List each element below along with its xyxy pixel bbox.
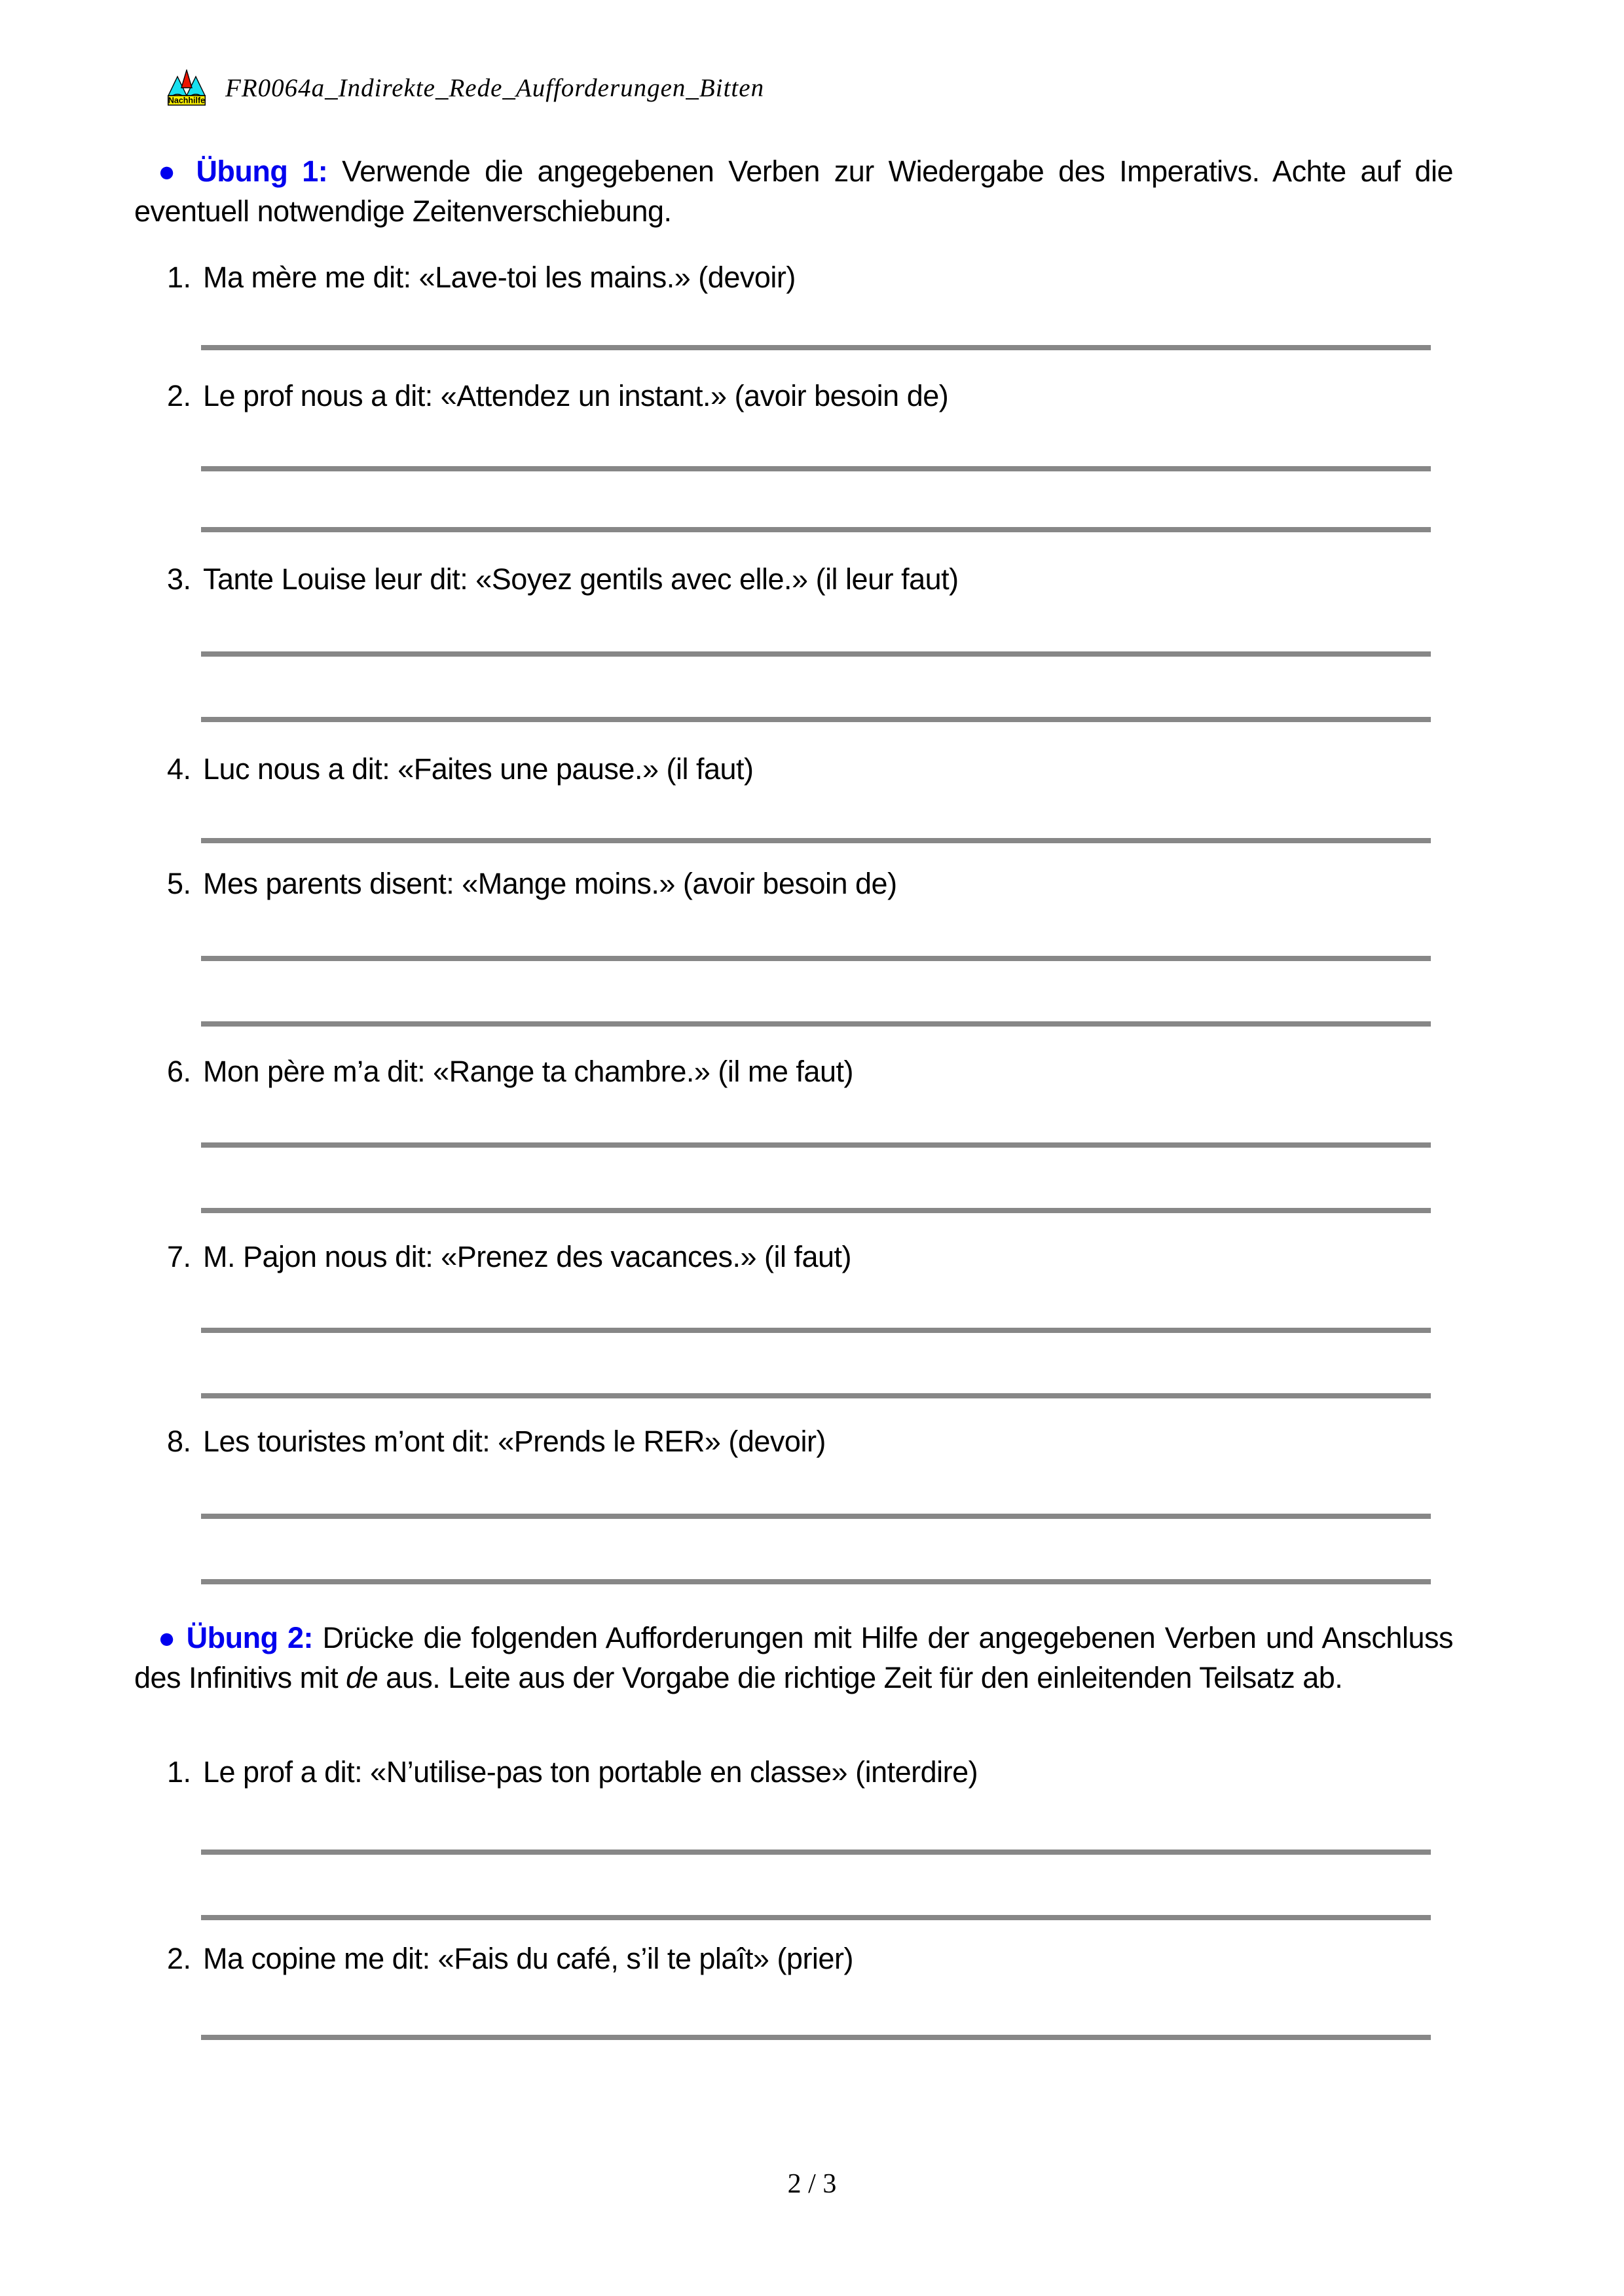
exercise2-item-2: [167, 1939, 1460, 1978]
item-text: Ma copine me dit: «Fais du café, s’il te plaît» (prier): [203, 1942, 853, 1975]
logo-text: Nachhilfe: [168, 96, 206, 105]
answer-line: [201, 651, 1431, 657]
item-text: Tante Louise leur dit: «Soyez gentils avec elle.» (il leur faut): [203, 562, 959, 596]
answer-line: [201, 1579, 1431, 1584]
exercise1-item-4: [167, 750, 1460, 789]
answer-line: [201, 838, 1431, 843]
exercise1-item-5: [167, 864, 1460, 903]
answer-line: [201, 1328, 1431, 1333]
nachhilfe-logo-icon: [168, 69, 206, 106]
exercise2-item-1: [167, 1753, 1460, 1792]
answer-line: [201, 1208, 1431, 1213]
answer-line: [201, 527, 1431, 532]
answer-line: [201, 466, 1431, 471]
document-title: FR0064a_Indirekte_Rede_Aufforderungen_Bitten: [225, 73, 765, 102]
item-number: 1.: [167, 1755, 191, 1789]
item-number: 1.: [167, 261, 191, 294]
exercise2-instruction-text-part2: aus. Leite aus der Vorgabe die richtige Zeit für den einleitenden Teilsatz ab.: [378, 1661, 1343, 1694]
exercise2-instructions: [134, 1618, 1453, 1698]
exercise2-instruction-italic-de: de: [346, 1661, 378, 1694]
item-number: 7.: [167, 1240, 191, 1273]
answer-line: [201, 1393, 1431, 1398]
exercise1-item-6: [167, 1052, 1460, 1091]
exercise1-item-8: [167, 1422, 1460, 1461]
item-number: 4.: [167, 752, 191, 786]
exercise1-instructions: [134, 151, 1453, 231]
answer-line: [201, 717, 1431, 722]
exercise2-bullet: ●: [158, 1621, 177, 1654]
item-number: 5.: [167, 867, 191, 900]
exercise1-label: Übung 1:: [196, 155, 328, 188]
answer-line: [201, 1142, 1431, 1148]
item-number: 6.: [167, 1055, 191, 1088]
answer-line: [201, 1850, 1431, 1855]
exercise1-item-1: [167, 258, 1460, 297]
exercise2-label: Übung 2:: [186, 1621, 314, 1654]
item-text: Ma mère me dit: «Lave-toi les mains.» (devoir): [203, 261, 796, 294]
answer-line: [201, 1021, 1431, 1027]
answer-line: [201, 956, 1431, 961]
answer-line: [201, 2035, 1431, 2040]
item-text: Luc nous a dit: «Faites une pause.» (il faut): [203, 752, 754, 786]
exercise1-item-2: [167, 376, 1460, 416]
answer-line: [201, 1915, 1431, 1920]
document-header: [168, 69, 764, 106]
item-number: 2.: [167, 379, 191, 412]
item-number: 8.: [167, 1425, 191, 1458]
item-text: Mes parents disent: «Mange moins.» (avoir besoin de): [203, 867, 897, 900]
exercise1-instruction-text: Verwende die angegebenen Verben zur Wiedergabe des Imperativs. Achte auf die eventuell notwendige Zeitenverschiebung.: [134, 155, 1453, 228]
item-text: Les touristes m’ont dit: «Prends le RER» (devoir): [203, 1425, 826, 1458]
answer-line: [201, 1514, 1431, 1519]
item-text: M. Pajon nous dit: «Prenez des vacances.» (il faut): [203, 1240, 852, 1273]
page-number: 2 / 3: [787, 2169, 837, 2199]
answer-line: [201, 345, 1431, 350]
item-text: Mon père m’a dit: «Range ta chambre.» (il me faut): [203, 1055, 853, 1088]
item-number: 3.: [167, 562, 191, 596]
item-number: 2.: [167, 1942, 191, 1975]
exercise2-instruction-text-part1: Drücke die folgenden Aufforderungen mit Hilfe der angegebenen Verben und Anschluss des Infinitivs mit: [134, 1621, 1453, 1694]
exercise1-item-3: [167, 560, 1460, 599]
item-text: Le prof nous a dit: «Attendez un instant.» (avoir besoin de): [203, 379, 949, 412]
exercise1-bullet: ●: [158, 155, 182, 188]
exercise1-item-7: [167, 1237, 1460, 1277]
item-text: Le prof a dit: «N’utilise-pas ton portable en classe» (interdire): [203, 1755, 978, 1789]
